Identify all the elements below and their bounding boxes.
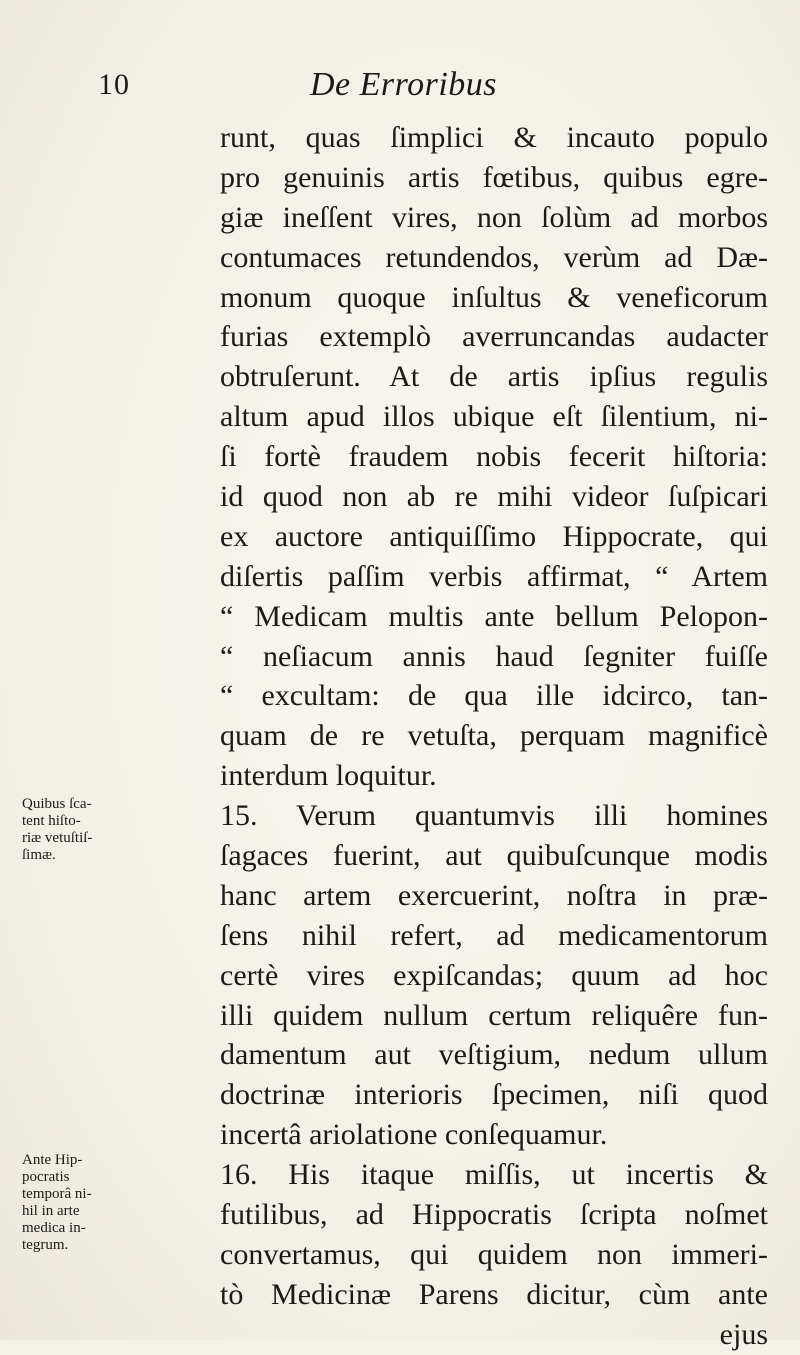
- running-title: De Erroribus: [310, 66, 498, 103]
- marginal-note-line: temporâ ni-: [22, 1186, 92, 1202]
- text-line: 16. His itaque miſſis, ut incertis &: [220, 1158, 768, 1192]
- text-line: runt, quas ſimplici & incauto populo: [220, 121, 768, 154]
- marginal-note-line: pocratis: [22, 1169, 70, 1185]
- text-line: damentum aut veſtigium, nedum ullum: [220, 1038, 768, 1072]
- page-header: [0, 68, 800, 108]
- text-line: illi quidem nullum certum reliquêre fun-: [220, 998, 768, 1032]
- marginal-note-line: hil in arte: [22, 1203, 80, 1219]
- text-line: ex auctore antiquiſſimo Hippocrate, qui: [220, 519, 768, 553]
- marginal-note-line: tegrum.: [22, 1237, 69, 1253]
- text-line: monum quoque inſultus & veneficorum: [220, 280, 768, 314]
- text-line: “ excultam: de qua ille idcirco, tan-: [220, 679, 768, 713]
- text-line: tò Medicinæ Parens dicitur, cùm ante: [220, 1277, 768, 1311]
- text-line: giæ ineſſent vires, non ſolùm ad morbos: [220, 200, 768, 234]
- text-line: 15. Verum quantumvis illi homines: [220, 799, 768, 833]
- marginal-note-line: Ante Hip-: [22, 1152, 83, 1168]
- marginal-note-line: tent hiſto-: [22, 813, 81, 829]
- body-text: [220, 118, 768, 1355]
- text-line: quam de re vetuſta, perquam magnificè: [220, 719, 768, 753]
- text-line: convertamus, qui quidem non immeri-: [220, 1237, 768, 1271]
- text-line: futilibus, ad Hippocratis ſcripta noſmet: [220, 1198, 768, 1232]
- text-line: doctrinæ interioris ſpecimen, niſi quod: [220, 1078, 768, 1112]
- marginal-note: [22, 1152, 132, 1254]
- text-line: incertâ ariolatione conſequamur.: [220, 1118, 608, 1152]
- text-line: diſertis paſſim verbis affirmat, “ Artem: [220, 559, 768, 593]
- text-line: furias extemplò averruncandas audacter: [220, 320, 768, 354]
- marginal-note: [22, 796, 132, 864]
- marginal-note-line: riæ vetuſtiſ-: [22, 830, 93, 846]
- text-line: hanc artem exercuerint, noſtra in præ-: [220, 878, 768, 912]
- text-line: certè vires expiſcandas; quum ad hoc: [220, 958, 768, 992]
- text-line: altum apud illos ubique eſt ſilentium, ni-: [220, 400, 768, 434]
- text-line: ſens nihil refert, ad medicamentorum: [220, 918, 768, 952]
- text-line: obtruſerunt. At de artis ipſius regulis: [220, 360, 768, 394]
- marginal-note-line: Quibus ſca-: [22, 796, 92, 812]
- text-line: contumaces retundendos, verùm ad Dæ-: [220, 240, 768, 274]
- text-line: id quod non ab re mihi videor ſuſpicari: [220, 480, 768, 514]
- text-line: “ Medicam multis ante bellum Pelopon-: [220, 599, 768, 633]
- text-line: “ neſiacum annis haud ſegniter fuiſſe: [220, 639, 768, 673]
- marginal-note-line: medica in-: [22, 1220, 86, 1236]
- text-line: ſi fortè fraudem nobis fecerit hiſtoria:: [220, 440, 768, 474]
- marginal-note-line: ſimæ.: [22, 847, 56, 863]
- text-line: ſagaces fuerint, aut quibuſcunque modis: [220, 839, 768, 873]
- text-line: pro genuinis artis fœtibus, quibus egre-: [220, 160, 768, 194]
- text-line: interdum loquitur.: [220, 759, 437, 793]
- catchword: ejus: [719, 1317, 768, 1351]
- page-number: 10: [98, 68, 130, 101]
